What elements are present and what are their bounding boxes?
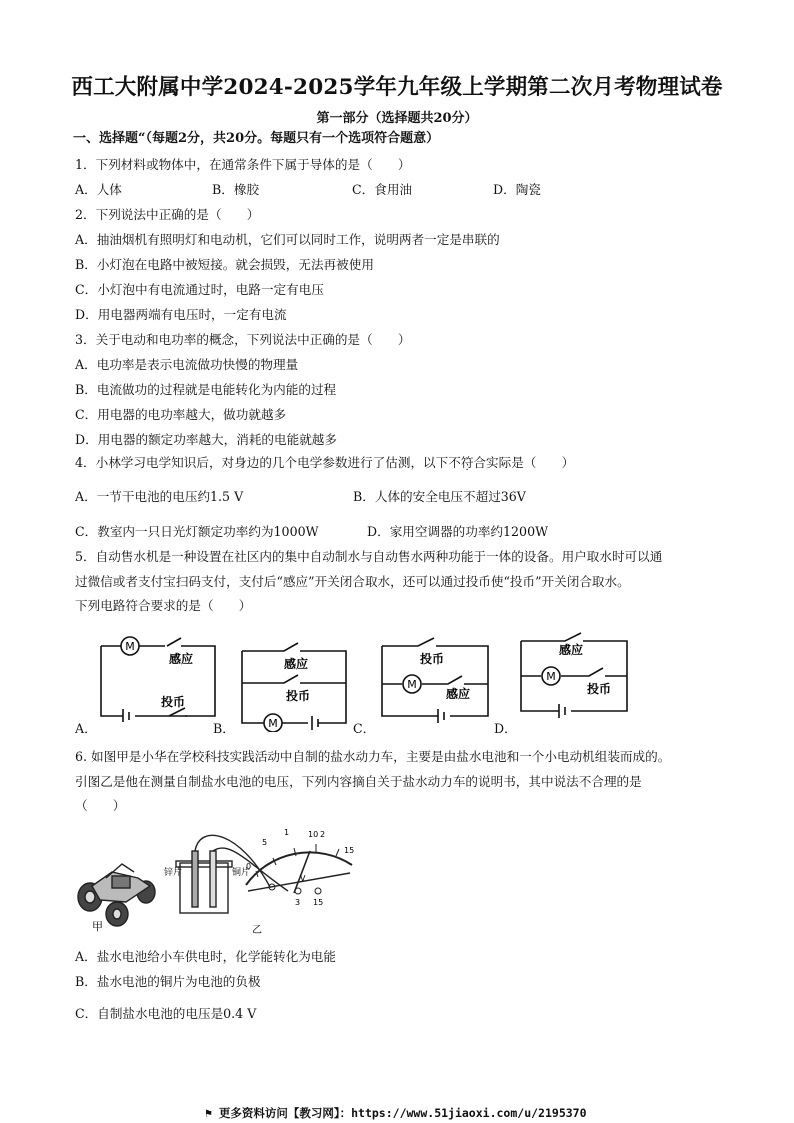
salt-water-car-figure — [72, 850, 162, 935]
scale-outer-5: 5 — [262, 838, 268, 847]
question-1-option-b: B．橡胶 — [212, 182, 260, 197]
question-4-option-a: A．一节干电池的电压约1.5 V — [75, 489, 244, 504]
question-4-stem — [75, 455, 574, 471]
question-1-option-a: A．人体 — [75, 182, 122, 197]
question-4-option-d: D．家用空调器的功率约1200W — [367, 524, 549, 539]
footer-link[interactable] — [205, 1105, 587, 1121]
section-heading: 一、选择题“（每题2分，共20分。每题只有一个选项符合题意） — [73, 131, 440, 146]
scale-top-2: 2 — [320, 830, 326, 839]
question-6-option-b: B．盐水电池的铜片为电池的负极 — [75, 974, 261, 989]
question-4-option-b: B．人体的安全电压不超过36V — [353, 489, 526, 504]
question-6-option-c: C．自制盐水电池的电压是0.4 V — [75, 1006, 257, 1021]
question-3-option-a: A．电功率是表示电流做功快慢的物理量 — [75, 357, 299, 372]
footer-text: 更多资料访问【教习网】：https://www.51jiaoxi.com/u/2195370 — [218, 1106, 587, 1120]
scale-outer-15: 15 — [344, 846, 355, 855]
flag-icon: ⚑ — [205, 1106, 219, 1120]
terminal-15: 15 — [313, 898, 324, 907]
question-5-label-b: B． — [213, 721, 235, 736]
scale-outer-0: 0 — [246, 862, 252, 871]
circuit-diagram-a — [95, 632, 220, 722]
terminal-3: 3 — [295, 898, 301, 907]
switch-sense-label: 感应 — [446, 687, 471, 701]
question-5-line-2: 过微信或者支付宝扫码支付，支付后“感应”开关闭合取水，还可以通过投币使“投币”开关闭合取水。 — [75, 574, 630, 589]
question-5-line-3: 下列电路符合要求的是（ ） — [75, 598, 252, 613]
scale-outer-10: 10 — [308, 830, 319, 839]
question-2-option-a: A．抽油烟机有照明灯和电动机，它们可以同时工作，说明两者一定是串联的 — [75, 232, 500, 247]
question-4-option-c: C．教室内一只日光灯额定功率约为1000W — [75, 524, 319, 539]
page-title: 西工大附属中学2024-2025学年九年级上学期第二次月考物理试卷 — [71, 75, 723, 100]
copper-plate-label: 铜片 — [232, 868, 251, 878]
question-2-option-b: B．小灯泡在电路中被短接。就会损毁，无法再被使用 — [75, 257, 374, 272]
voltmeter-unit: V — [300, 874, 306, 883]
switch-sense-label: 感应 — [284, 657, 309, 671]
question-5-label-c: C． — [353, 721, 376, 736]
switch-coin-label: 投币 — [420, 652, 445, 666]
motor-icon: M — [546, 670, 556, 683]
question-5-label-d: D． — [494, 721, 517, 736]
question-2-option-d: D．用电器两端有电压时，一定有电流 — [75, 307, 287, 322]
part-heading: 第一部分（选择题共20分） — [316, 111, 478, 126]
figure-yi-label: 乙 — [252, 925, 262, 936]
question-1-option-d: D．陶瓷 — [493, 182, 541, 197]
circuit-diagram-c — [376, 632, 496, 724]
switch-coin-label: 投币 — [286, 689, 311, 703]
question-6-line-2: 引图乙是他在测量自制盐水电池的电压，下列内容摘自关于盐水动力车的说明书，其中说法不合理的是 — [75, 774, 642, 789]
question-3-stem: 3．关于电动和电功率的概念，下列说法中正确的是（ ） — [75, 332, 411, 347]
question-1-option-c: C．食用油 — [352, 182, 413, 197]
switch-sense-label: 感应 — [169, 652, 194, 666]
question-2-option-c: C．小灯泡中有电流通过时，电路一定有电压 — [75, 282, 324, 297]
question-3-option-d: D．用电器的额定功率越大，消耗的电能就越多 — [75, 432, 337, 447]
switch-coin-label: 投币 — [587, 682, 612, 696]
circuit-diagram-b — [236, 637, 356, 732]
voltmeter-measurement-figure — [160, 825, 360, 940]
switch-sense-label: 感应 — [559, 643, 584, 657]
question-4-emphasis: 不符合 — [448, 455, 487, 470]
question-4-stem-pre: 4．小林学习电学知识后，对身边的几个电学参数进行了估测，以下 — [75, 455, 449, 470]
motor-icon: M — [268, 717, 278, 730]
figure-jia-label: 甲 — [92, 920, 103, 933]
question-2-stem: 2．下列说法中正确的是（ ） — [75, 207, 260, 222]
motor-icon: M — [407, 678, 417, 691]
question-3-option-b: B．电流做功的过程就是电能转化为内能的过程 — [75, 382, 337, 397]
motor-icon: M — [125, 640, 135, 653]
question-6-line-3: （ ） — [75, 798, 126, 813]
question-1-stem: 1．下列材料或物体中，在通常条件下属于导体的是（ ） — [75, 157, 411, 172]
question-5-line-1: 5．自动售水机是一种设置在社区内的集中自动制水与自动售水两种功能于一体的设备。用户取水时可以通 — [75, 549, 663, 564]
question-3-option-c: C．用电器的电功率越大，做功就越多 — [75, 407, 287, 422]
circuit-diagram-d — [515, 627, 635, 719]
zinc-plate-label: 锌片 — [164, 868, 183, 878]
scale-top-1: 1 — [284, 828, 290, 837]
question-5-label-a: A． — [75, 721, 97, 736]
question-6-option-a: A．盐水电池给小车供电时，化学能转化为电能 — [75, 949, 336, 964]
switch-coin-label: 投币 — [161, 695, 186, 709]
question-4-stem-post: 实际是（ ） — [486, 455, 575, 470]
question-6-line-1: 6. 如图甲是小华在学校科技实践活动中自制的盐水动力车，主要是由盐水电池和一个小电动机组装而成的。 — [75, 749, 671, 764]
